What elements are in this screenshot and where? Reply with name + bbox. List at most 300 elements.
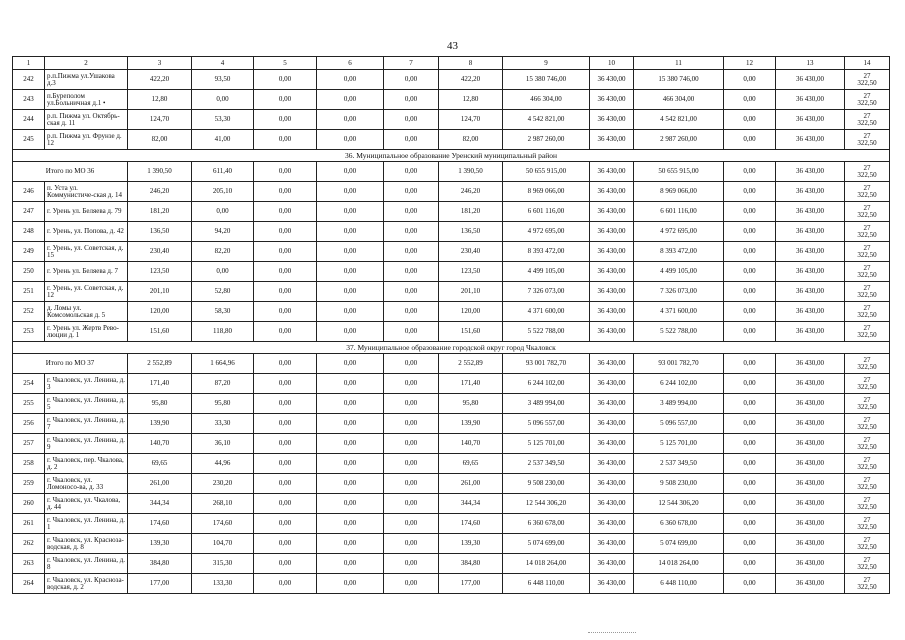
value-line: 322,50 xyxy=(857,98,877,107)
value-line: 27 xyxy=(863,355,871,364)
value-cell xyxy=(845,110,890,130)
value-cell: 0,00 xyxy=(317,130,384,150)
value-line: 322,50 xyxy=(857,170,877,179)
value-cell: 246,20 xyxy=(439,182,503,202)
value-cell: 8 393 472,00 xyxy=(503,242,590,262)
value-cell: 0,00 xyxy=(317,494,384,514)
value-cell: 0,00 xyxy=(724,282,776,302)
value-cell: 151,60 xyxy=(128,322,192,342)
value-cell: 0,00 xyxy=(384,130,439,150)
value-line: 322,50 xyxy=(857,362,877,371)
value-line: 27 xyxy=(863,515,871,524)
address-cell: г. Чкаловск, ул. Ленина, д. 8 xyxy=(45,554,128,574)
value-cell: 36 430,00 xyxy=(776,130,845,150)
value-cell: 82,00 xyxy=(439,130,503,150)
value-cell: 36 430,00 xyxy=(776,494,845,514)
value-cell: 174,60 xyxy=(128,514,192,534)
value-line: 27 xyxy=(863,323,871,332)
value-cell: 174,60 xyxy=(439,514,503,534)
value-cell: 33,30 xyxy=(192,414,254,434)
value-cell: 0,00 xyxy=(384,454,439,474)
value-cell: 36 430,00 xyxy=(776,514,845,534)
address-cell: г. Чкаловск, ул. Чкалова, д. 44 xyxy=(45,494,128,514)
value-cell: 36 430,00 xyxy=(590,474,634,494)
value-cell: 0,00 xyxy=(317,222,384,242)
value-line: 27 xyxy=(863,243,871,252)
value-cell: 93,50 xyxy=(192,70,254,90)
value-cell: 6 448 110,00 xyxy=(503,574,590,594)
value-cell: 133,30 xyxy=(192,574,254,594)
value-cell: 123,50 xyxy=(439,262,503,282)
table-row xyxy=(13,454,890,474)
value-cell: 50 655 915,00 xyxy=(503,162,590,182)
row-number: 246 xyxy=(13,182,45,202)
value-cell: 36 430,00 xyxy=(590,90,634,110)
value-cell: 0,00 xyxy=(317,242,384,262)
value-cell: 3 489 994,00 xyxy=(634,394,724,414)
value-cell: 0,00 xyxy=(384,554,439,574)
address-cell: г. Чкаловск, ул. Краснозa-водская, д. 2 xyxy=(45,574,128,594)
value-line: 27 xyxy=(863,435,871,444)
row-number: 256 xyxy=(13,414,45,434)
value-cell: 6 244 102,00 xyxy=(634,374,724,394)
value-cell: 124,70 xyxy=(128,110,192,130)
value-cell: 1 664,96 xyxy=(192,354,254,374)
value-cell: 0,00 xyxy=(317,262,384,282)
column-header: 11 xyxy=(634,57,724,70)
table-row xyxy=(13,494,890,514)
value-cell: 0,00 xyxy=(317,70,384,90)
address-cell: г. Чкаловск, ул. Ленина, д. 1 xyxy=(45,514,128,534)
value-cell: 0,00 xyxy=(317,182,384,202)
value-cell: 0,00 xyxy=(254,354,317,374)
value-line: 27 xyxy=(863,555,871,564)
value-cell: 0,00 xyxy=(254,90,317,110)
value-cell: 315,30 xyxy=(192,554,254,574)
value-cell: 0,00 xyxy=(724,130,776,150)
value-cell: 36 430,00 xyxy=(590,514,634,534)
value-cell: 2 987 260,00 xyxy=(634,130,724,150)
value-cell: 0,00 xyxy=(724,474,776,494)
table-row xyxy=(13,90,890,110)
value-line: 322,50 xyxy=(857,290,877,299)
value-line: 322,50 xyxy=(857,330,877,339)
value-cell: 12,80 xyxy=(439,90,503,110)
value-cell: 36 430,00 xyxy=(776,222,845,242)
value-cell: 6 360 678,00 xyxy=(634,514,724,534)
value-cell: 0,00 xyxy=(724,534,776,554)
value-cell: 50 655 915,00 xyxy=(634,162,724,182)
value-line: 322,50 xyxy=(857,562,877,571)
value-cell: 5 522 788,00 xyxy=(503,322,590,342)
row-number: 259 xyxy=(13,474,45,494)
value-cell: 36 430,00 xyxy=(776,414,845,434)
table-row xyxy=(13,202,890,222)
value-cell: 0,00 xyxy=(317,454,384,474)
section-header-row xyxy=(13,150,890,162)
value-cell: 2 552,89 xyxy=(439,354,503,374)
value-line: 322,50 xyxy=(857,270,877,279)
row-number: 254 xyxy=(13,374,45,394)
value-line: 322,50 xyxy=(857,582,877,591)
value-cell: 36 430,00 xyxy=(776,354,845,374)
value-cell: 36 430,00 xyxy=(590,222,634,242)
value-cell: 0,00 xyxy=(384,514,439,534)
value-cell: 181,20 xyxy=(439,202,503,222)
value-cell: 8 393 472,00 xyxy=(634,242,724,262)
value-cell: 36 430,00 xyxy=(776,454,845,474)
value-cell: 6 448 110,00 xyxy=(634,574,724,594)
address-cell: г. Чкаловск, ул. Ломоносо-ва, д. 33 xyxy=(45,474,128,494)
value-line: 27 xyxy=(863,111,871,120)
address-cell: д. Ломы ул. Комсомольская д. 5 xyxy=(45,302,128,322)
value-cell: 36 430,00 xyxy=(590,434,634,454)
value-cell: 0,00 xyxy=(724,70,776,90)
section-header-row xyxy=(13,342,890,354)
value-line: 322,50 xyxy=(857,522,877,531)
value-cell: 0,00 xyxy=(317,574,384,594)
value-cell: 177,00 xyxy=(439,574,503,594)
value-cell: 344,34 xyxy=(128,494,192,514)
value-cell: 36 430,00 xyxy=(590,110,634,130)
value-cell: 139,30 xyxy=(128,534,192,554)
value-cell: 36 430,00 xyxy=(776,554,845,574)
value-cell: 6 601 116,00 xyxy=(503,202,590,222)
value-cell: 0,00 xyxy=(724,514,776,534)
value-cell: 94,20 xyxy=(192,222,254,242)
value-cell: 5 522 788,00 xyxy=(634,322,724,342)
value-cell: 36 430,00 xyxy=(590,262,634,282)
value-cell: 0,00 xyxy=(254,182,317,202)
value-line: 27 xyxy=(863,91,871,100)
value-cell: 0,00 xyxy=(384,242,439,262)
value-cell: 0,00 xyxy=(254,434,317,454)
table-row xyxy=(13,282,890,302)
value-cell: 53,30 xyxy=(192,110,254,130)
address-cell: г. Чкаловск, пер. Чкалова, д. 2 xyxy=(45,454,128,474)
value-line: 27 xyxy=(863,375,871,384)
column-numbers-row xyxy=(13,57,890,70)
value-cell: 171,40 xyxy=(439,374,503,394)
value-cell: 36 430,00 xyxy=(590,554,634,574)
value-cell: 36 430,00 xyxy=(776,262,845,282)
value-cell: 9 508 230,00 xyxy=(634,474,724,494)
scan-mark xyxy=(588,632,636,637)
value-cell: 36 430,00 xyxy=(776,534,845,554)
value-cell: 0,00 xyxy=(192,262,254,282)
value-cell: 36 430,00 xyxy=(776,282,845,302)
value-cell: 0,00 xyxy=(254,262,317,282)
value-cell: 4 972 695,00 xyxy=(634,222,724,242)
address-cell: г. Чкаловск, ул. Ленина, д. 3 xyxy=(45,374,128,394)
value-line: 322,50 xyxy=(857,78,877,87)
value-cell: 0,00 xyxy=(254,514,317,534)
value-cell: 95,80 xyxy=(192,394,254,414)
value-cell: 6 244 102,00 xyxy=(503,374,590,394)
value-cell: 268,10 xyxy=(192,494,254,514)
value-cell: 36 430,00 xyxy=(590,534,634,554)
column-header: 12 xyxy=(724,57,776,70)
value-cell xyxy=(845,454,890,474)
value-line: 322,50 xyxy=(857,210,877,219)
value-cell: 0,00 xyxy=(724,302,776,322)
value-cell: 0,00 xyxy=(317,90,384,110)
value-cell: 0,00 xyxy=(724,574,776,594)
value-cell: 344,34 xyxy=(439,494,503,514)
value-cell: 36 430,00 xyxy=(590,394,634,414)
value-cell: 0,00 xyxy=(724,222,776,242)
table-row xyxy=(13,242,890,262)
column-header: 1 xyxy=(13,57,45,70)
value-cell: 12 544 306,20 xyxy=(634,494,724,514)
value-cell: 136,50 xyxy=(128,222,192,242)
value-cell xyxy=(845,162,890,182)
value-cell xyxy=(845,282,890,302)
value-line: 322,50 xyxy=(857,118,877,127)
column-header: 10 xyxy=(590,57,634,70)
value-cell: 0,00 xyxy=(384,474,439,494)
value-cell: 0,00 xyxy=(384,322,439,342)
value-line: 27 xyxy=(863,163,871,172)
row-number: 261 xyxy=(13,514,45,534)
value-cell: 611,40 xyxy=(192,162,254,182)
value-cell: 120,00 xyxy=(439,302,503,322)
value-cell xyxy=(845,354,890,374)
row-number: 257 xyxy=(13,434,45,454)
row-number: 244 xyxy=(13,110,45,130)
value-cell: 36 430,00 xyxy=(776,394,845,414)
value-cell: 36 430,00 xyxy=(590,374,634,394)
value-cell xyxy=(845,394,890,414)
value-line: 322,50 xyxy=(857,402,877,411)
value-cell: 5 096 557,00 xyxy=(634,414,724,434)
table-row xyxy=(13,110,890,130)
value-cell: 0,00 xyxy=(192,202,254,222)
row-number: 253 xyxy=(13,322,45,342)
value-cell: 36 430,00 xyxy=(776,182,845,202)
value-cell: 5 074 699,00 xyxy=(634,534,724,554)
address-cell: г. Урень, ул. Советская, д. 12 xyxy=(45,282,128,302)
value-cell: 4 371 600,00 xyxy=(503,302,590,322)
value-cell: 93 001 782,70 xyxy=(634,354,724,374)
value-cell: 36 430,00 xyxy=(590,202,634,222)
value-cell: 139,90 xyxy=(128,414,192,434)
value-cell: 123,50 xyxy=(128,262,192,282)
value-cell: 0,00 xyxy=(254,494,317,514)
address-cell: г. Чкаловск, ул. Ленина, д. 9 xyxy=(45,434,128,454)
table-row xyxy=(13,262,890,282)
value-cell: 0,00 xyxy=(317,514,384,534)
value-cell: 4 542 821,00 xyxy=(503,110,590,130)
value-line: 322,50 xyxy=(857,250,877,259)
value-cell: 422,20 xyxy=(439,70,503,90)
value-cell: 36 430,00 xyxy=(776,474,845,494)
value-cell: 230,20 xyxy=(192,474,254,494)
table-row xyxy=(13,414,890,434)
value-cell xyxy=(845,262,890,282)
value-cell: 36 430,00 xyxy=(776,434,845,454)
value-cell xyxy=(845,242,890,262)
address-cell: г. Урень ул. Беляева д. 7 xyxy=(45,262,128,282)
value-cell: 5 125 701,00 xyxy=(634,434,724,454)
value-cell: 4 972 695,00 xyxy=(503,222,590,242)
column-header: 6 xyxy=(317,57,384,70)
value-cell xyxy=(845,574,890,594)
value-line: 27 xyxy=(863,263,871,272)
value-cell: 151,60 xyxy=(439,322,503,342)
total-label: Итого по МО 36 xyxy=(13,162,128,182)
value-cell: 0,00 xyxy=(724,434,776,454)
value-cell: 0,00 xyxy=(254,222,317,242)
value-cell: 0,00 xyxy=(724,494,776,514)
value-line: 27 xyxy=(863,415,871,424)
value-cell: 0,00 xyxy=(384,70,439,90)
value-cell: 7 326 073,00 xyxy=(503,282,590,302)
value-line: 27 xyxy=(863,203,871,212)
table-row xyxy=(13,70,890,90)
value-line: 322,50 xyxy=(857,542,877,551)
value-line: 322,50 xyxy=(857,382,877,391)
total-label: Итого по МО 37 xyxy=(13,354,128,374)
value-cell: 205,10 xyxy=(192,182,254,202)
value-cell: 0,00 xyxy=(724,182,776,202)
value-line: 27 xyxy=(863,575,871,584)
value-cell: 36 430,00 xyxy=(590,414,634,434)
value-cell: 181,20 xyxy=(128,202,192,222)
value-cell: 15 380 746,00 xyxy=(634,70,724,90)
value-cell: 0,00 xyxy=(724,262,776,282)
value-cell xyxy=(845,90,890,110)
value-cell: 0,00 xyxy=(724,414,776,434)
value-line: 27 xyxy=(863,495,871,504)
value-cell: 36 430,00 xyxy=(776,90,845,110)
row-number: 255 xyxy=(13,394,45,414)
column-header: 8 xyxy=(439,57,503,70)
value-cell: 0,00 xyxy=(317,394,384,414)
value-cell: 36 430,00 xyxy=(590,242,634,262)
value-cell: 5 096 557,00 xyxy=(503,414,590,434)
value-cell: 4 371 600,00 xyxy=(634,302,724,322)
value-cell: 0,00 xyxy=(254,110,317,130)
value-cell: 36 430,00 xyxy=(590,354,634,374)
value-cell: 0,00 xyxy=(724,162,776,182)
value-cell: 0,00 xyxy=(254,302,317,322)
address-cell: р.п. Пижма ул. Фрунзе д. 12 xyxy=(45,130,128,150)
value-cell: 136,50 xyxy=(439,222,503,242)
value-cell: 0,00 xyxy=(384,374,439,394)
value-cell: 82,20 xyxy=(192,242,254,262)
column-header: 9 xyxy=(503,57,590,70)
value-cell xyxy=(845,322,890,342)
value-cell: 118,80 xyxy=(192,322,254,342)
value-cell: 0,00 xyxy=(317,322,384,342)
value-cell: 0,00 xyxy=(724,242,776,262)
value-cell: 0,00 xyxy=(254,162,317,182)
table-row xyxy=(13,474,890,494)
row-number: 242 xyxy=(13,70,45,90)
value-cell: 0,00 xyxy=(724,454,776,474)
value-cell: 58,30 xyxy=(192,302,254,322)
value-cell xyxy=(845,414,890,434)
value-cell: 0,00 xyxy=(384,302,439,322)
value-cell: 36 430,00 xyxy=(776,242,845,262)
value-line: 27 xyxy=(863,455,871,464)
address-cell: г. Урень, ул. Советская, д. 15 xyxy=(45,242,128,262)
data-table xyxy=(12,56,890,594)
address-cell: п. Уста ул. Коммунистиче-ская д. 14 xyxy=(45,182,128,202)
value-cell: 0,00 xyxy=(254,70,317,90)
value-cell: 0,00 xyxy=(254,130,317,150)
value-line: 27 xyxy=(863,71,871,80)
value-line: 322,50 xyxy=(857,502,877,511)
value-cell: 0,00 xyxy=(724,354,776,374)
value-line: 27 xyxy=(863,223,871,232)
value-cell xyxy=(845,494,890,514)
value-line: 27 xyxy=(863,303,871,312)
value-cell: 0,00 xyxy=(317,202,384,222)
value-cell: 5 125 701,00 xyxy=(503,434,590,454)
value-cell: 466 304,00 xyxy=(503,90,590,110)
table-row xyxy=(13,130,890,150)
value-cell: 36 430,00 xyxy=(776,202,845,222)
value-cell: 0,00 xyxy=(384,110,439,130)
value-cell: 36 430,00 xyxy=(590,454,634,474)
value-cell xyxy=(845,302,890,322)
address-cell: г. Чкаловск, ул. Красноза-водская, д. 8 xyxy=(45,534,128,554)
value-cell: 0,00 xyxy=(724,374,776,394)
value-cell: 124,70 xyxy=(439,110,503,130)
table-body xyxy=(13,57,890,594)
value-line: 27 xyxy=(863,475,871,484)
value-cell: 36 430,00 xyxy=(776,110,845,130)
value-cell: 44,96 xyxy=(192,454,254,474)
column-header: 4 xyxy=(192,57,254,70)
row-number: 252 xyxy=(13,302,45,322)
value-line: 322,50 xyxy=(857,310,877,319)
value-cell: 36 430,00 xyxy=(590,130,634,150)
section-title: 37. Муниципальное образование городской округ город Чкаловск xyxy=(13,342,890,354)
value-cell: 1 390,50 xyxy=(128,162,192,182)
value-line: 322,50 xyxy=(857,482,877,491)
value-cell: 0,00 xyxy=(317,374,384,394)
value-cell: 0,00 xyxy=(254,242,317,262)
value-cell: 0,00 xyxy=(254,414,317,434)
row-number: 264 xyxy=(13,574,45,594)
table-row xyxy=(13,394,890,414)
address-cell: г. Урень ул. Жертв Рево-люции д. 1 xyxy=(45,322,128,342)
value-cell xyxy=(845,202,890,222)
value-cell: 4 542 821,00 xyxy=(634,110,724,130)
table-row xyxy=(13,574,890,594)
value-cell: 69,65 xyxy=(128,454,192,474)
column-header: 2 xyxy=(45,57,128,70)
value-cell: 0,00 xyxy=(384,354,439,374)
table-row xyxy=(13,302,890,322)
table-row xyxy=(13,554,890,574)
value-cell: 87,20 xyxy=(192,374,254,394)
value-cell: 0,00 xyxy=(192,90,254,110)
column-header: 13 xyxy=(776,57,845,70)
value-cell: 139,90 xyxy=(439,414,503,434)
value-cell: 36 430,00 xyxy=(776,374,845,394)
row-number: 262 xyxy=(13,534,45,554)
value-cell: 36 430,00 xyxy=(590,162,634,182)
value-cell: 140,70 xyxy=(439,434,503,454)
value-cell: 0,00 xyxy=(384,414,439,434)
value-cell: 2 552,89 xyxy=(128,354,192,374)
value-cell: 0,00 xyxy=(317,554,384,574)
table-row xyxy=(13,534,890,554)
